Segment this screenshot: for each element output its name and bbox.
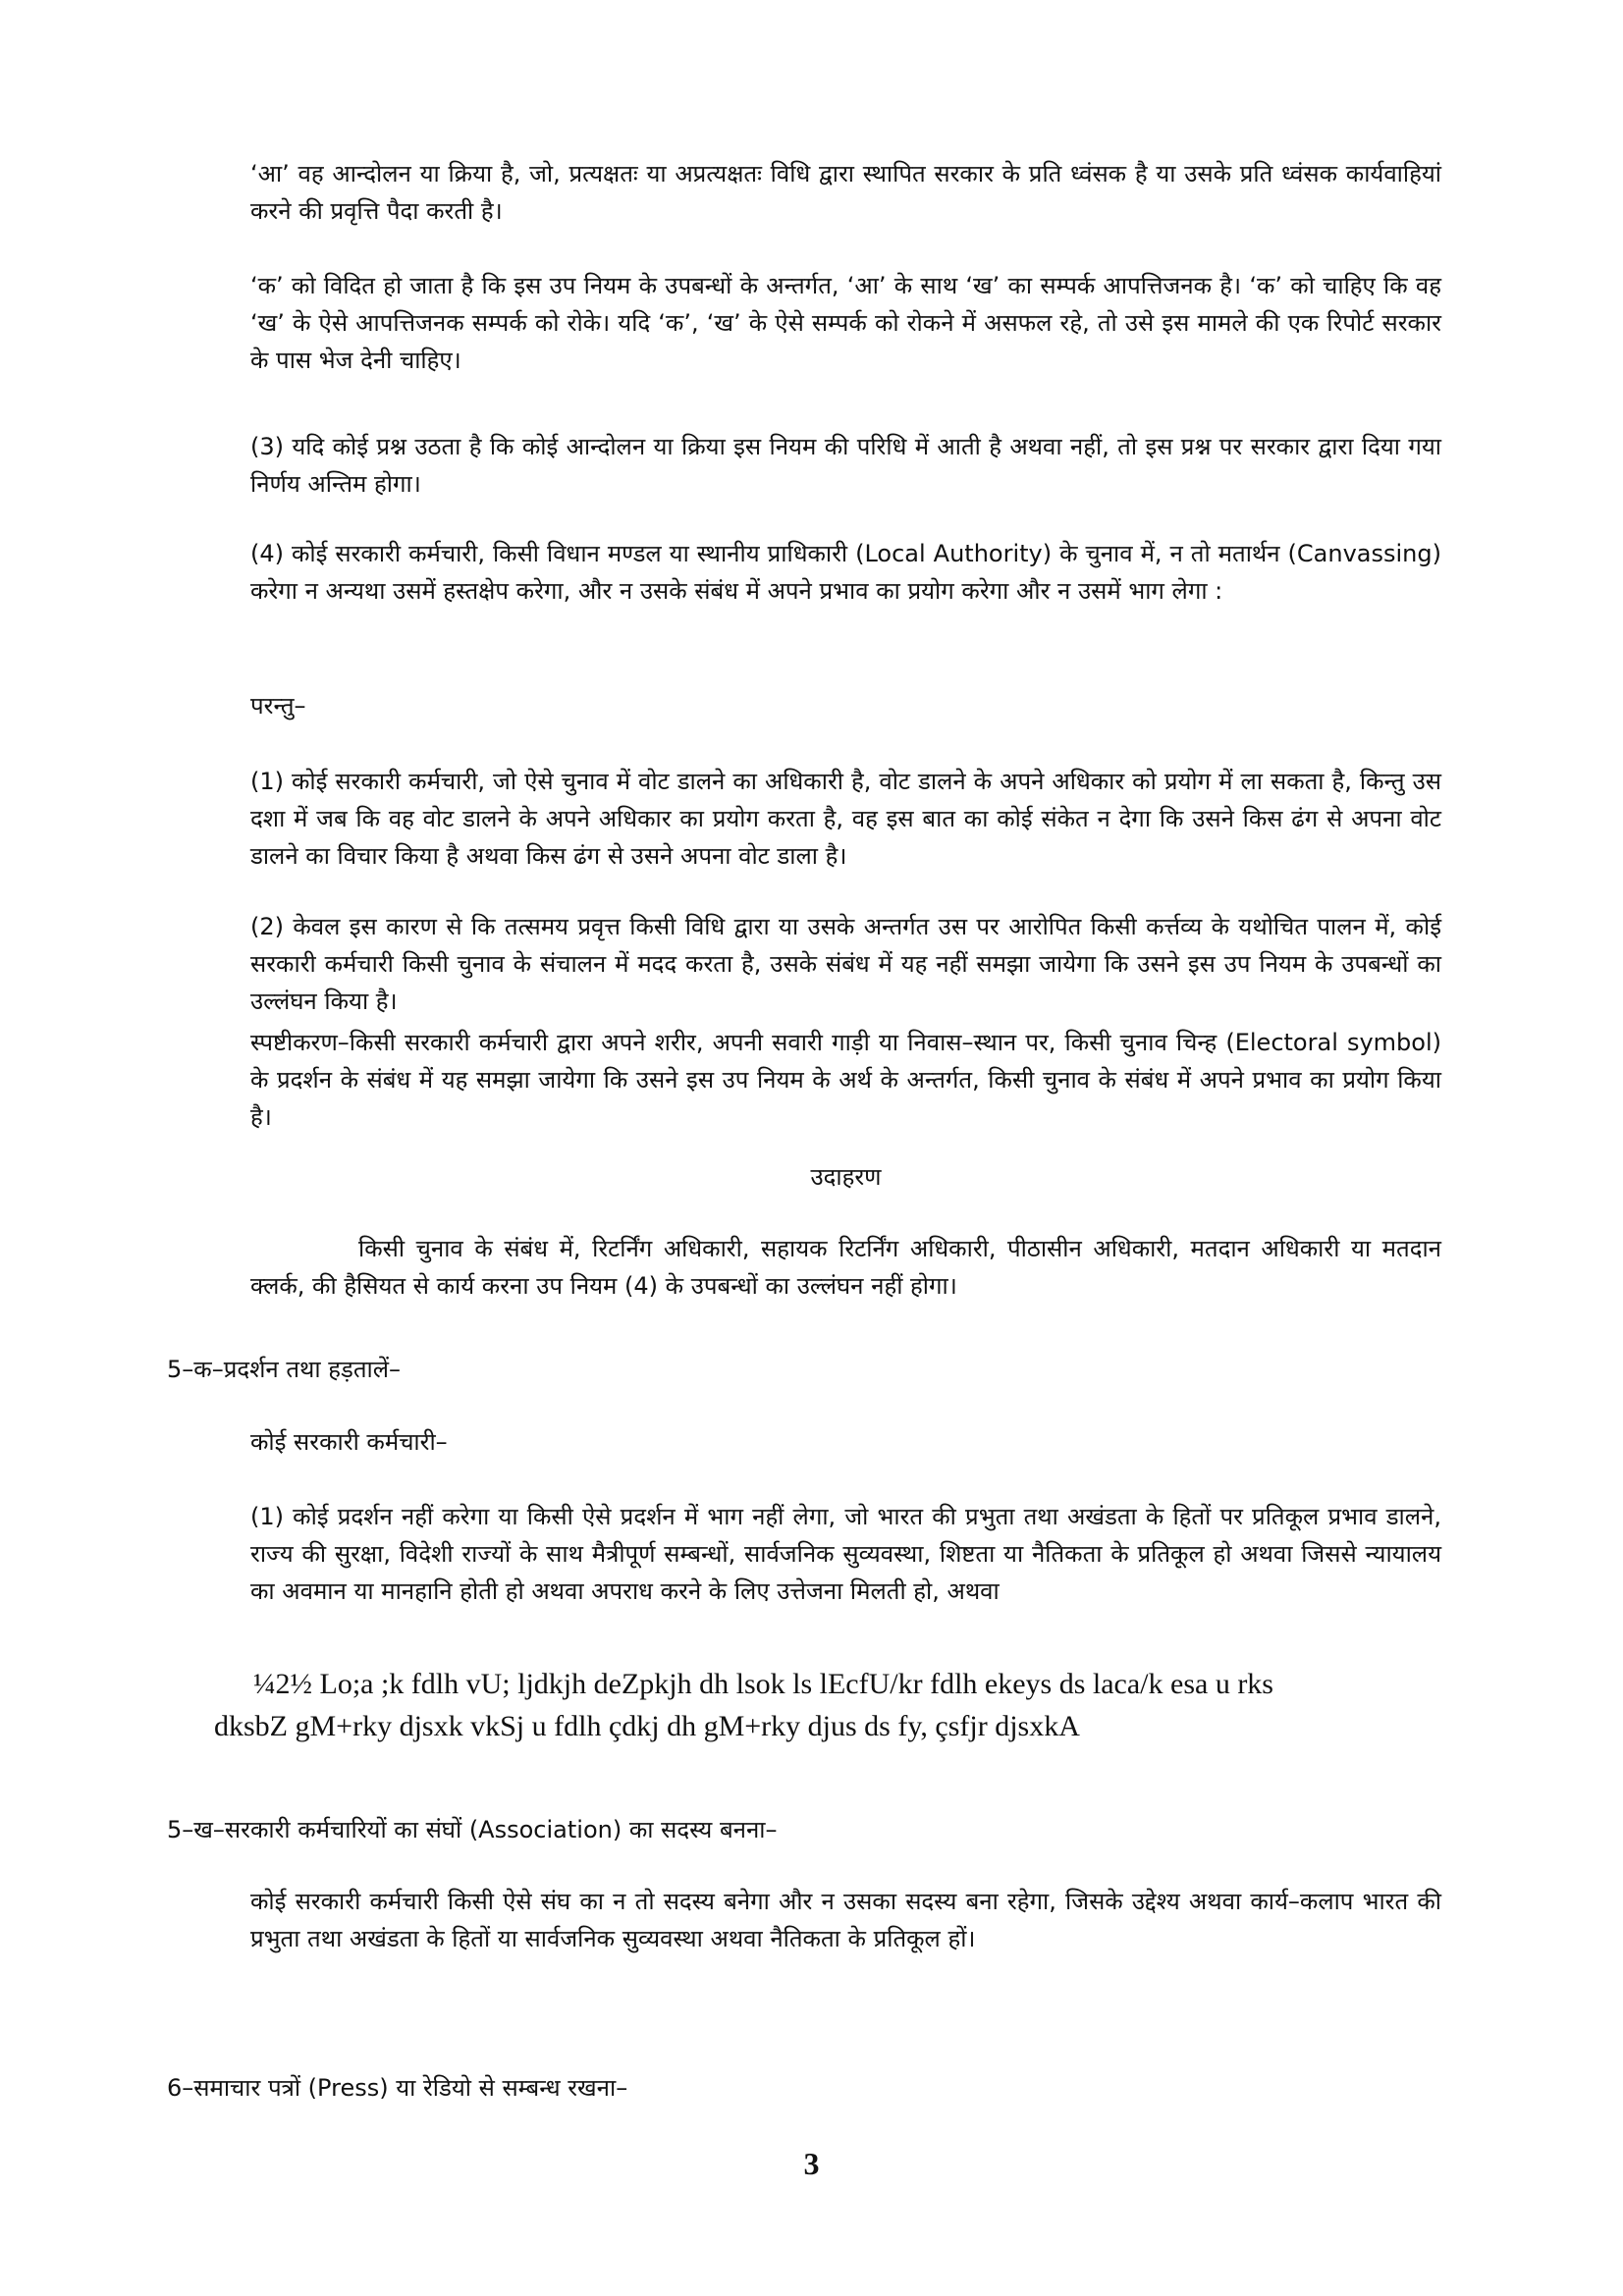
paragraph-proviso-1: (1) कोई सरकारी कर्मचारी, जो ऐसे चुनाव में वोट डालने का अधिकारी है, वोट डालने के अपने अधिकार को प्रयोग में ला सकता है, किन्तु उस दशा में जब कि वह वोट डालने के अपने अधिकार का प्रयोग करता है, वह इस बात का कोई संकेत न देगा कि उसने किस ढंग से अपना वोट डालने का विचार किया है अथवा किस ढंग से उसने अपना वोट डाला है। <box>250 768 1441 870</box>
paragraph-subrule-4: (4) कोई सरकारी कर्मचारी, किसी विधान मण्डल या स्थानीय प्राधिकारी (Local Authority) के चुनाव में, न तो मतार्थन (Canvassing) करेगा न अन्यथा उसमें हस्तक्षेप करेगा, और न उसके संबंध में अपने प्रभाव का प्रयोग करेगा और न उसमें भाग लेगा : <box>250 540 1441 605</box>
paragraph-subrule-3: (3) यदि कोई प्रश्न उठता है कि कोई आन्दोलन या क्रिया इस नियम की परिधि में आती है अथवा नहीं, तो इस प्रश्न पर सरकार द्वारा दिया गया निर्णय अन्तिम होगा। <box>250 433 1441 498</box>
paragraph-proviso-heading: परन्तु– <box>250 692 306 720</box>
paragraph-illustration-a: ‘आ’ वह आन्दोलन या क्रिया है, जो, प्रत्यक्षतः या अप्रत्यक्षतः विधि द्वारा स्थापित सरकार के प्रति ध्वंसक है या उसके प्रति ध्वंसक कार्यवाहियां करने की प्रवृत्ति पैदा करती है। <box>250 160 1441 225</box>
paragraph-proviso-2: (2) केवल इस कारण से कि तत्समय प्रवृत्त किसी विधि द्वारा या उसके अन्तर्गत उस पर आरोपित किसी कर्त्तव्य के यथोचित पालन में, कोई सरकारी कर्मचारी किसी चुनाव के संचालन में मदद करता है, उसके संबंध में यह नहीं समझा जायेगा कि उसने इस उप नियम के उपबन्धों का उल्लंघन किया है। <box>250 913 1441 1015</box>
paragraph-example: किसी चुनाव के संबंध में, रिटर्निंग अधिकारी, सहायक रिटर्निंग अधिकारी, पीठासीन अधिकारी, मतदान अधिकारी या मतदान क्लर्क, की हैसियत से कार्य करना उप नियम (4) के उपबन्धों का उल्लंघन नहीं होगा। <box>250 1235 1441 1300</box>
page-number: 3 <box>803 2146 820 2181</box>
heading-example: उदाहरण <box>810 1163 882 1191</box>
paragraph-rule-5b: कोई सरकारी कर्मचारी किसी ऐसे संघ का न तो सदस्य बनेगा और न उसका सदस्य बना रहेगा, जिसके उद्देश्य अथवा कार्य–कलाप भारत की प्रभुता तथा अखंडता के हितों या सार्वजनिक सुव्यवस्था अथवा नैतिकता के प्रतिकूल हों। <box>250 1888 1441 1952</box>
paragraph-explanation: स्पष्टीकरण–किसी सरकारी कर्मचारी द्वारा अपने शरीर, अपनी सवारी गाड़ी या निवास–स्थान पर, किसी चुनाव चिन्ह (Electoral symbol) के प्रदर्शन के संबंध में यह समझा जायेगा कि उसने इस उप नियम के अर्थ के अन्तर्गत, किसी चुनाव के संबंध में अपने प्रभाव का प्रयोग किया है। <box>250 1029 1441 1131</box>
paragraph-rule-5a-intro: कोई सरकारी कर्मचारी– <box>250 1428 448 1456</box>
paragraph-rule-5a-clause-2-legacy-line-1: ¼2½ Lo;a ;k fdlh vU; ljdkjh deZpkjh dh lsok ls lEcfU/kr fdlh ekeys ds laca/k esa u rks <box>253 1668 1273 1700</box>
paragraph-illustration-ka-kha: ‘क’ को विदित हो जाता है कि इस उप नियम के उपबन्धों के अन्तर्गत, ‘आ’ के साथ ‘ख’ का सम्पर्क आपत्तिजनक है। ‘क’ को चाहिए कि वह ‘ख’ के ऐसे आपत्तिजनक सम्पर्क को रोके। यदि ‘क’, ‘ख’ के ऐसे सम्पर्क को रोकने में असफल रहे, तो उसे इस मामले की एक रिपोर्ट सरकार के पास भेज देनी चाहिए। <box>250 272 1441 374</box>
paragraph-rule-5a-clause-2-legacy-line-2: dksbZ gM+rky djsxk vkSj u fdlh çdkj dh gM+rky djus ds fy, çsfjr djsxkA <box>214 1710 1080 1742</box>
heading-rule-6: 6–समाचार पत्रों (Press) या रेडियो से सम्बन्ध रखना– <box>167 2074 628 2102</box>
paragraph-rule-5a-clause-1: (1) कोई प्रदर्शन नहीं करेगा या किसी ऐसे प्रदर्शन में भाग नहीं लेगा, जो भारत की प्रभुता तथा अखंडता के हितों पर प्रतिकूल प्रभाव डालने, राज्य की सुरक्षा, विदेशी राज्यों के साथ मैत्रीपूर्ण सम्बन्धों, सार्वजनिक सुव्यवस्था, शिष्टता या नैतिकता के प्रतिकूल हो अथवा जिससे न्यायालय का अवमान या मानहानि होती हो अथवा अपराध करने के लिए उत्तेजना मिलती हो, अथवा <box>250 1503 1441 1605</box>
heading-rule-5b: 5–ख–सरकारी कर्मचारियों का संघों (Association) का सदस्य बनना– <box>167 1816 778 1843</box>
heading-rule-5a: 5–क–प्रदर्शन तथा हड़तालें– <box>167 1356 401 1383</box>
